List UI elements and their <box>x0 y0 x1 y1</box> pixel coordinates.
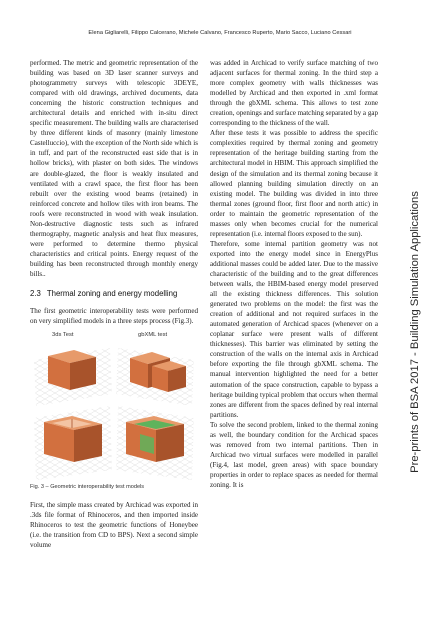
preprint-sidebar-text: Pre-prints of BSA 2017 - Building Simulation Applications <box>409 191 421 473</box>
running-header-authors: Elena Gigliarelli, Filippo Calcerano, Michele Calvano, Francesco Ruperto, Mario Sacco, Luciano Cessari <box>88 30 352 36</box>
body-paragraph: Therefore, some internal partition geometry was not exported into the energy model since in EnergyPlus additional masses could be added later. Due to the massive characteristic of the building and to the great differences between walls, the HBIM-based energy model preserved all the existing thickness differences. This solution generated two problems on the model: the first was the creation of additional and not required surfaces in the automated generation of Archicad spaces (whenever on a coplanar surface were present walls of different thicknesses). This barrier was eliminated by setting the construction of the walls on the internal axis in Archicad before exporting the file through gbXML schema. The manual intervention highlighted the need for a better automation of the space construction, capable to bypass a heritage building typical problem that occurs when thermal zones are different from the spaces defined by real internal partitions. <box>210 239 378 419</box>
figure-3 <box>30 330 198 480</box>
left-column <box>30 58 198 550</box>
body-paragraph: was added in Archicad to verify surface matching of two adjacent surfaces for thermal zoning. In the third step a more complex geometry with walls thicknesses was modelled by Archicad and then exported in .xml format through the gbXML schema. This allows to test zone creation, openings and surface matching separated by a gap corresponding to the thickness of the wall. <box>210 59 378 128</box>
right-column <box>210 58 378 490</box>
body-paragraph: After these tests it was possible to address the specific complexities required by thermal zoning and geometry representation of the heritage building starting from the architectural model in HBIM. This approach simplified the design of the simulation and its thermal zoning because it allowed planning building simulation directly on an existing model. The building was divided in into three thermal zones (ground floor, first floor and north attic) in order to maintain the geometric representation of the masses only when becomes crucial for the numerical representation (i.e. internal floors exposed to the sun). <box>210 129 378 238</box>
figure-caption: Fig. 3 – Geometric interoperability test models <box>30 484 145 491</box>
body-paragraph: performed. The metric and geometric representation of the building was based on 3D laser scanner surveys and photogrammetry surveys with telescopic 3DEYE, compared with old drawings, archived documents, data concerning the historic construction techniques and architectural details and enriched with in-situ direct specific measurement. The building walls are characterised by three different kinds of masonry (mainly limestone Castelluccio), with the exception of the North side which is in tuff, and part of the reconstructed east side that is in hollow bricks), with plaster on both sides. The windows are double-glazed, the floor is weakly insulated and ventilated with a crawl space, the first floor has been rebuilt over the existing wood beams (retained) in reinforced concrete and hollow tiles with iron beams. The roofs were reconstructed in wood with weak insulation. Non-destructive diagnostic tests such as infrared thermography, magnetic analysis and heat flux measures, were performed to determine thermo physical characteristics and critical points. Energy request of the building has been reconstructed through monthly energy bills.. <box>30 59 198 278</box>
interoperability-test-models <box>30 330 198 480</box>
preprint-sidebar <box>402 112 428 552</box>
model-complex-walls <box>44 416 102 462</box>
section-heading <box>30 289 198 299</box>
section-title: Thermal zoning and energy modelling <box>46 289 178 299</box>
body-paragraph: To solve the second problem, linked to the thermal zoning as well, the boundary condition for the Archicad spaces was removed from two internal partitions. Then in Archicad two virtual surfaces were modelled in parallel (Fig.4, last model, green areas) with space boundary properties in order to replace spaces as needed for thermal zoning. It is <box>210 420 378 489</box>
model-gbxml-spaces <box>126 416 184 462</box>
section-number: 2.3 <box>30 289 41 299</box>
model-simple-mass <box>48 350 96 390</box>
body-paragraph: First, the simple mass created by Archicad was exported in .3ds file format of Rhinoceros, and then imported inside Rhinoceros to test the geometric functions of Honeybee (i.e. the transition from CD to BPS). Next a second simple volume <box>30 501 198 550</box>
figure-label-gbxml: gbXML test <box>138 332 168 339</box>
body-paragraph: The first geometric interoperability tests were performed on very simplified models in a three steps process (Fig.3). <box>30 307 198 326</box>
figure-label-3ds: 3ds Test <box>52 332 74 339</box>
